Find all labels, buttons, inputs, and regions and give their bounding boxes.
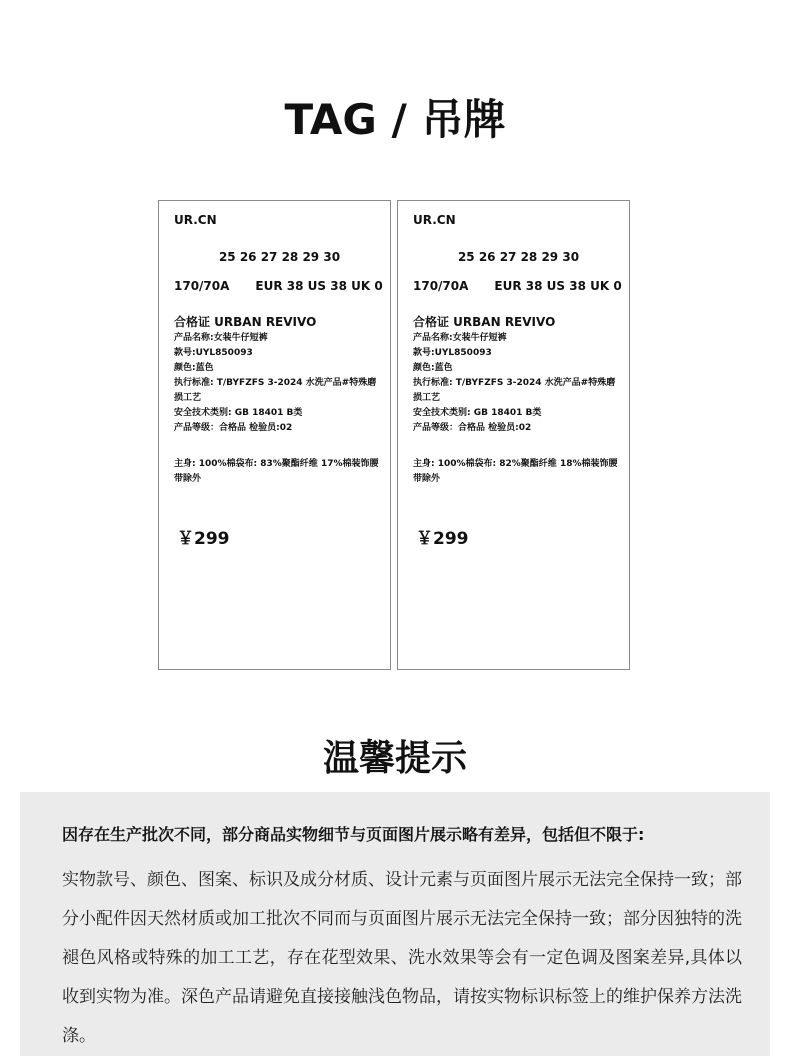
page-title: TAG / 吊牌 xyxy=(284,95,506,144)
tag-certificate: 合格证 URBAN REVIVO xyxy=(174,315,317,329)
tag-color: 颜色:蓝色 xyxy=(413,363,453,373)
tag-style-no: 款号:UYL850093 xyxy=(174,348,253,358)
notice-lead: 因存在生产批次不同，部分商品实物细节与页面图片展示略有差异，包括但不限于: xyxy=(62,825,645,844)
tag-details xyxy=(174,331,382,436)
tag-spec-line xyxy=(413,278,622,294)
tag-price: ￥299 xyxy=(177,529,230,549)
tag-fabric: 主身: 100%棉袋布: 83%聚酯纤维 17%棉装饰腰带除外 xyxy=(174,459,379,484)
tag-spec-size: 170/70A xyxy=(174,279,230,293)
tag-card-right xyxy=(397,200,630,670)
tag-price: ￥299 xyxy=(416,529,469,549)
tag-color: 颜色:蓝色 xyxy=(174,363,214,373)
notice-box xyxy=(20,792,770,1056)
notice-title: 温馨提示 xyxy=(322,738,467,779)
tag-spec-intl: EUR 38 US 38 UK 0 xyxy=(494,279,622,293)
tag-safety: 安全技术类别: GB 18401 B类 xyxy=(413,408,542,418)
tag-details xyxy=(413,331,621,436)
tag-fabric: 主身: 100%棉袋布: 82%聚酯纤维 18%棉装饰腰带除外 xyxy=(413,459,618,484)
tag-size-range: 25 26 27 28 29 30 xyxy=(218,250,341,264)
tag-brand: UR.CN xyxy=(413,213,456,227)
tag-product-name: 产品名称:女装牛仔短裤 xyxy=(174,333,268,343)
tag-grade: 产品等级：合格品 检验员:02 xyxy=(413,423,532,433)
notice-body: 实物款号、颜色、图案、标识及成分材质、设计元素与页面图片展示无法完全保持一致；部分小配件因天然材质或加工批次不同而与页面图片展示无法完全保持一致；部分因独特的洗褪色风格或特殊的加工工艺，存在花型效果、洗水效果等会有一定色调及图案差异,具体以收到实物为准。深色产品请避免直接接触浅色物品，请按实物标识标签上的维护保养方法洗涤。 xyxy=(62,870,742,1046)
tag-grade: 产品等级：合格品 检验员:02 xyxy=(174,423,293,433)
tag-brand: UR.CN xyxy=(174,213,217,227)
tag-spec-line xyxy=(174,278,383,294)
tag-style-no: 款号:UYL850093 xyxy=(413,348,492,358)
tag-safety: 安全技术类别: GB 18401 B类 xyxy=(174,408,303,418)
tag-card-left xyxy=(158,200,391,670)
tag-size-range: 25 26 27 28 29 30 xyxy=(457,250,580,264)
tag-spec-size: 170/70A xyxy=(413,279,469,293)
tag-product-name: 产品名称:女装牛仔短裤 xyxy=(413,333,507,343)
tag-certificate: 合格证 URBAN REVIVO xyxy=(413,315,556,329)
tag-standard: 执行标准: T/BYFZFS 3-2024 水洗产品#特殊磨损工艺 xyxy=(174,378,377,403)
tag-standard: 执行标准: T/BYFZFS 3-2024 水洗产品#特殊磨损工艺 xyxy=(413,378,616,403)
tag-spec-intl: EUR 38 US 38 UK 0 xyxy=(255,279,383,293)
